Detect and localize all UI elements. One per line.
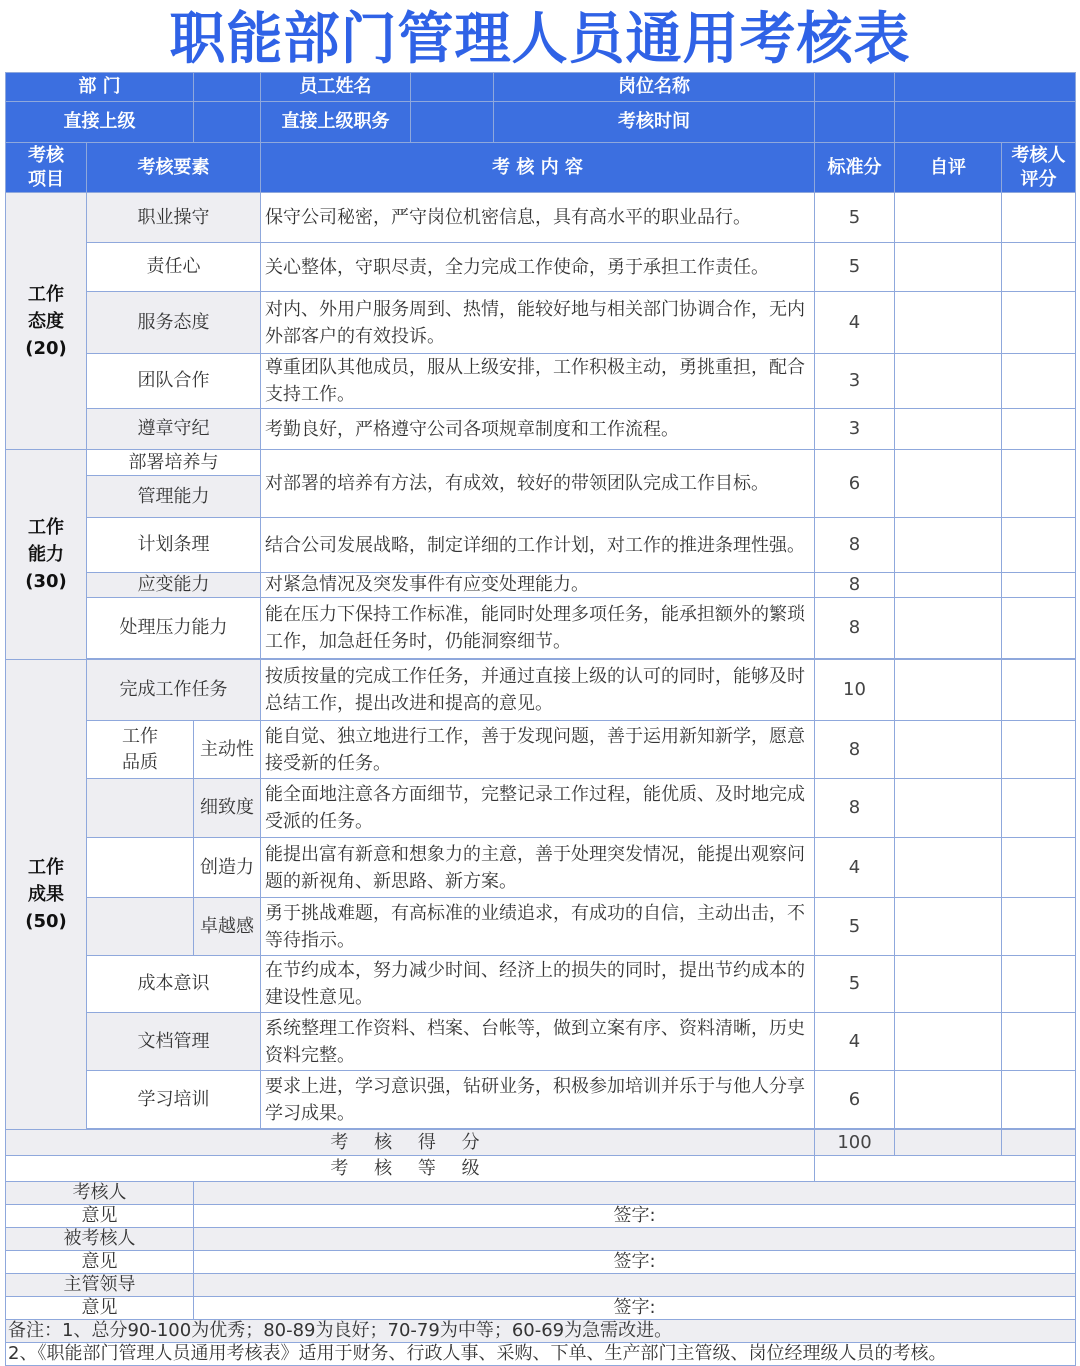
table-row [6,409,1076,450]
table-row [6,898,1076,956]
score-cell: 8 [815,518,895,573]
content-cell: 保守公司秘密，严守岗位机密信息，具有高水平的职业品行。 [261,193,815,243]
signature-field[interactable]: 签字: [194,1205,1076,1228]
position-value[interactable] [895,73,1076,102]
element-cell: 细致度 [194,779,261,838]
content-cell: 系统整理工作资料、档案、台帐等，做到立案有序、资料清晰，历史资料完整。 [261,1013,815,1071]
total-score: 100 [815,1130,895,1156]
content-cell: 关心整体，守职尽责，全力完成工作使命，勇于承担工作责任。 [261,243,815,292]
table-row [6,292,1076,354]
column-header-row [6,143,1076,193]
assessor-score-cell[interactable] [1002,1013,1076,1071]
assessor-score-cell[interactable] [1002,518,1076,573]
total-row [6,1130,1076,1156]
assessor-score-cell[interactable] [1002,779,1076,838]
assessor-score-cell[interactable] [1002,838,1076,898]
category-result: 工作 成果 (50) [6,660,87,1130]
content-cell: 能提出富有新意和想象力的主意，善于处理突发情况，能提出观察问题的新视角、新思路、新方案。 [261,838,815,898]
opinion-row-assessor [6,1182,1076,1205]
self-score-cell[interactable] [895,193,1002,243]
assessor-score-cell[interactable] [1002,450,1076,518]
self-score-cell[interactable] [895,573,1002,598]
opinion-label: 考核人 [6,1182,194,1205]
content-cell: 能在压力下保持工作标准，能同时处理多项任务，能承担额外的繁琐工作，加急赶任务时，仍能洞察细节。 [261,598,815,659]
score-cell: 8 [815,598,895,659]
page-title: 职能部门管理人员通用考核表 [169,7,911,72]
self-score-cell[interactable] [895,838,1002,898]
self-score-cell[interactable] [895,450,1002,518]
opinion-label: 意见 [6,1251,194,1274]
dept-value[interactable] [194,73,261,102]
grade-row [6,1156,1076,1182]
opinion-row-assessor-2 [6,1205,1076,1228]
table-row [6,1071,1076,1129]
note-row [6,1343,1076,1366]
element-cell: 服务态度 [87,292,261,354]
assessor-score-cell[interactable] [1002,598,1076,659]
header-self: 自评 [895,143,1002,193]
opinion-label: 主管领导 [6,1274,194,1297]
note-row [6,1320,1076,1343]
table-row [6,450,1076,476]
content-cell: 能自觉、独立地进行工作，善于发现问题，善于运用新知新学，愿意接受新的任务。 [261,721,815,779]
opinion-label: 被考核人 [6,1228,194,1251]
assessor-score-cell[interactable] [1002,898,1076,956]
score-cell: 8 [815,721,895,779]
table-row [6,193,1076,243]
element-cell: 应变能力 [87,573,261,598]
assessment-table [5,72,1076,1366]
score-cell: 6 [815,1071,895,1129]
assessor-score-cell[interactable] [1002,721,1076,779]
score-cell: 5 [815,956,895,1013]
opinion-row-assessee [6,1228,1076,1251]
opinion-text[interactable] [194,1228,1076,1251]
self-score-cell[interactable] [895,598,1002,659]
grade-value[interactable] [815,1156,1076,1182]
element-cell: 成本意识 [87,956,261,1013]
element-cell: 学习培训 [87,1071,261,1129]
superior-title-value[interactable] [411,102,494,142]
position-label: 岗位名称 [618,76,690,97]
element-cell: 文档管理 [87,1013,261,1071]
table-row [6,838,1076,898]
time-label: 考核时间 [618,111,690,132]
score-cell: 3 [815,354,895,409]
content-cell: 勇于挑战难题，有高标准的业绩追求，有成功的自信，主动出击，不等待指示。 [261,898,815,956]
time-label-ext [815,102,895,143]
time-value[interactable] [895,102,1076,143]
opinion-row-leader [6,1274,1076,1297]
header-standard: 标准分 [815,143,895,193]
score-cell: 5 [815,243,895,292]
note-text: 备注：1、总分90-100为优秀；80-89为良好；70-79为中等；60-69为急需改进。 [6,1320,1076,1343]
signature-field[interactable]: 签字: [194,1297,1076,1320]
name-label: 员工姓名 [261,73,411,101]
assessor-score-cell[interactable] [1002,573,1076,598]
header-content: 考 核 内 容 [261,143,815,193]
opinion-row-leader-2 [6,1297,1076,1320]
self-score-cell[interactable] [895,409,1002,450]
score-cell: 6 [815,450,895,518]
table-row [6,598,1076,659]
total-self[interactable] [895,1130,1002,1156]
table-row [6,518,1076,573]
content-cell: 在节约成本，努力减少时间、经济上的损失的同时，提出节约成本的建设性意见。 [261,956,815,1013]
content-cell: 对部署的培养有方法，有成效，较好的带领团队完成工作目标。 [261,450,815,518]
opinion-text[interactable] [194,1274,1076,1297]
content-cell: 能全面地注意各方面细节，完整记录工作过程，能优质、及时地完成受派的任务。 [261,779,815,838]
group-blank [87,838,194,898]
name-value[interactable] [411,73,494,101]
content-cell: 考勤良好，严格遵守公司各项规章制度和工作流程。 [261,409,815,450]
header-item: 考核项目 [6,143,87,193]
self-score-cell[interactable] [895,1013,1002,1071]
signature-field[interactable]: 签字: [194,1251,1076,1274]
assessor-score-cell[interactable] [1002,193,1076,243]
content-cell: 结合公司发展战略，制定详细的工作计划，对工作的推进条理性强。 [261,518,815,573]
assessor-score-cell[interactable] [1002,660,1076,721]
table-row [6,721,1076,779]
assessor-score-cell[interactable] [1002,243,1076,292]
score-cell: 8 [815,573,895,598]
content-cell: 对紧急情况及突发事件有应变处理能力。 [261,573,815,598]
self-score-cell[interactable] [895,292,1002,354]
score-cell: 4 [815,292,895,354]
group-blank [87,779,194,838]
element-cell: 处理压力能力 [87,598,261,659]
content-cell: 要求上进，学习意识强，钻研业务，积极参加培训并乐于与他人分享学习成果。 [261,1071,815,1129]
self-score-cell[interactable] [895,779,1002,838]
opinion-label: 意见 [6,1297,194,1320]
assessor-score-cell[interactable] [1002,354,1076,409]
self-score-cell[interactable] [895,243,1002,292]
element-cell: 完成工作任务 [87,660,261,721]
table-row [6,354,1076,409]
dept-label: 部 门 [6,73,194,102]
element-cell: 主动性 [194,721,261,779]
position-label-ext [815,73,895,102]
superior-value[interactable] [194,102,261,143]
opinion-row-assessee-2 [6,1251,1076,1274]
opinion-label: 意见 [6,1205,194,1228]
category-attitude: 工作 态度 (20) [6,193,87,450]
superior-title-label: 直接上级职务 [261,102,411,142]
score-cell: 4 [815,838,895,898]
assessor-score-cell[interactable] [1002,956,1076,1013]
info-row-2 [6,102,1076,143]
content-cell: 对内、外用户服务周到、热情，能较好地与相关部门协调合作，无内外部客户的有效投诉。 [261,292,815,354]
self-score-cell[interactable] [895,1071,1002,1129]
self-score-cell[interactable] [895,898,1002,956]
table-row [6,573,1076,598]
score-cell: 5 [815,193,895,243]
element-cell: 管理能力 [87,476,261,518]
group-quality: 工作品质 [87,721,194,779]
self-score-cell[interactable] [895,660,1002,721]
element-cell: 团队合作 [87,354,261,409]
info-row-1 [6,73,1076,102]
header-element: 考核要素 [87,143,261,193]
score-cell: 5 [815,898,895,956]
self-score-cell[interactable] [895,956,1002,1013]
self-score-cell[interactable] [895,354,1002,409]
opinion-text[interactable] [194,1182,1076,1205]
assessor-score-cell[interactable] [1002,409,1076,450]
table-row [6,660,1076,721]
content-cell: 尊重团队其他成员，服从上级安排，工作积极主动，勇挑重担，配合支持工作。 [261,354,815,409]
assessor-score-cell[interactable] [1002,1071,1076,1129]
self-score-cell[interactable] [895,518,1002,573]
score-cell: 10 [815,660,895,721]
score-cell: 8 [815,779,895,838]
content-cell: 按质按量的完成工作任务，并通过直接上级的认可的同时，能够及时总结工作，提出改进和提高的意见。 [261,660,815,721]
grade-label: 考 核 等 级 [6,1156,815,1182]
total-label: 考 核 得 分 [6,1130,815,1156]
table-row [6,956,1076,1013]
table-row [6,243,1076,292]
table-row [6,779,1076,838]
group-blank [87,898,194,956]
score-cell: 4 [815,1013,895,1071]
superior-label: 直接上级 [6,102,194,143]
element-cell: 遵章守纪 [87,409,261,450]
table-row [6,1013,1076,1071]
score-cell: 3 [815,409,895,450]
element-cell: 职业操守 [87,193,261,243]
note-text: 2、《职能部门管理人员通用考核表》适用于财务、行政人事、采购、下单、生产部门主管级、岗位经理级人员的考核。 [6,1343,1076,1366]
assessor-score-cell[interactable] [1002,292,1076,354]
element-cell: 部署培养与 [87,450,261,476]
element-cell: 计划条理 [87,518,261,573]
category-ability: 工作 能力 (30) [6,450,87,660]
total-assessor[interactable] [1002,1130,1076,1156]
self-score-cell[interactable] [895,721,1002,779]
element-cell: 创造力 [194,838,261,898]
element-cell: 责任心 [87,243,261,292]
header-assessor: 考核人评分 [1002,143,1076,193]
element-cell: 卓越感 [194,898,261,956]
